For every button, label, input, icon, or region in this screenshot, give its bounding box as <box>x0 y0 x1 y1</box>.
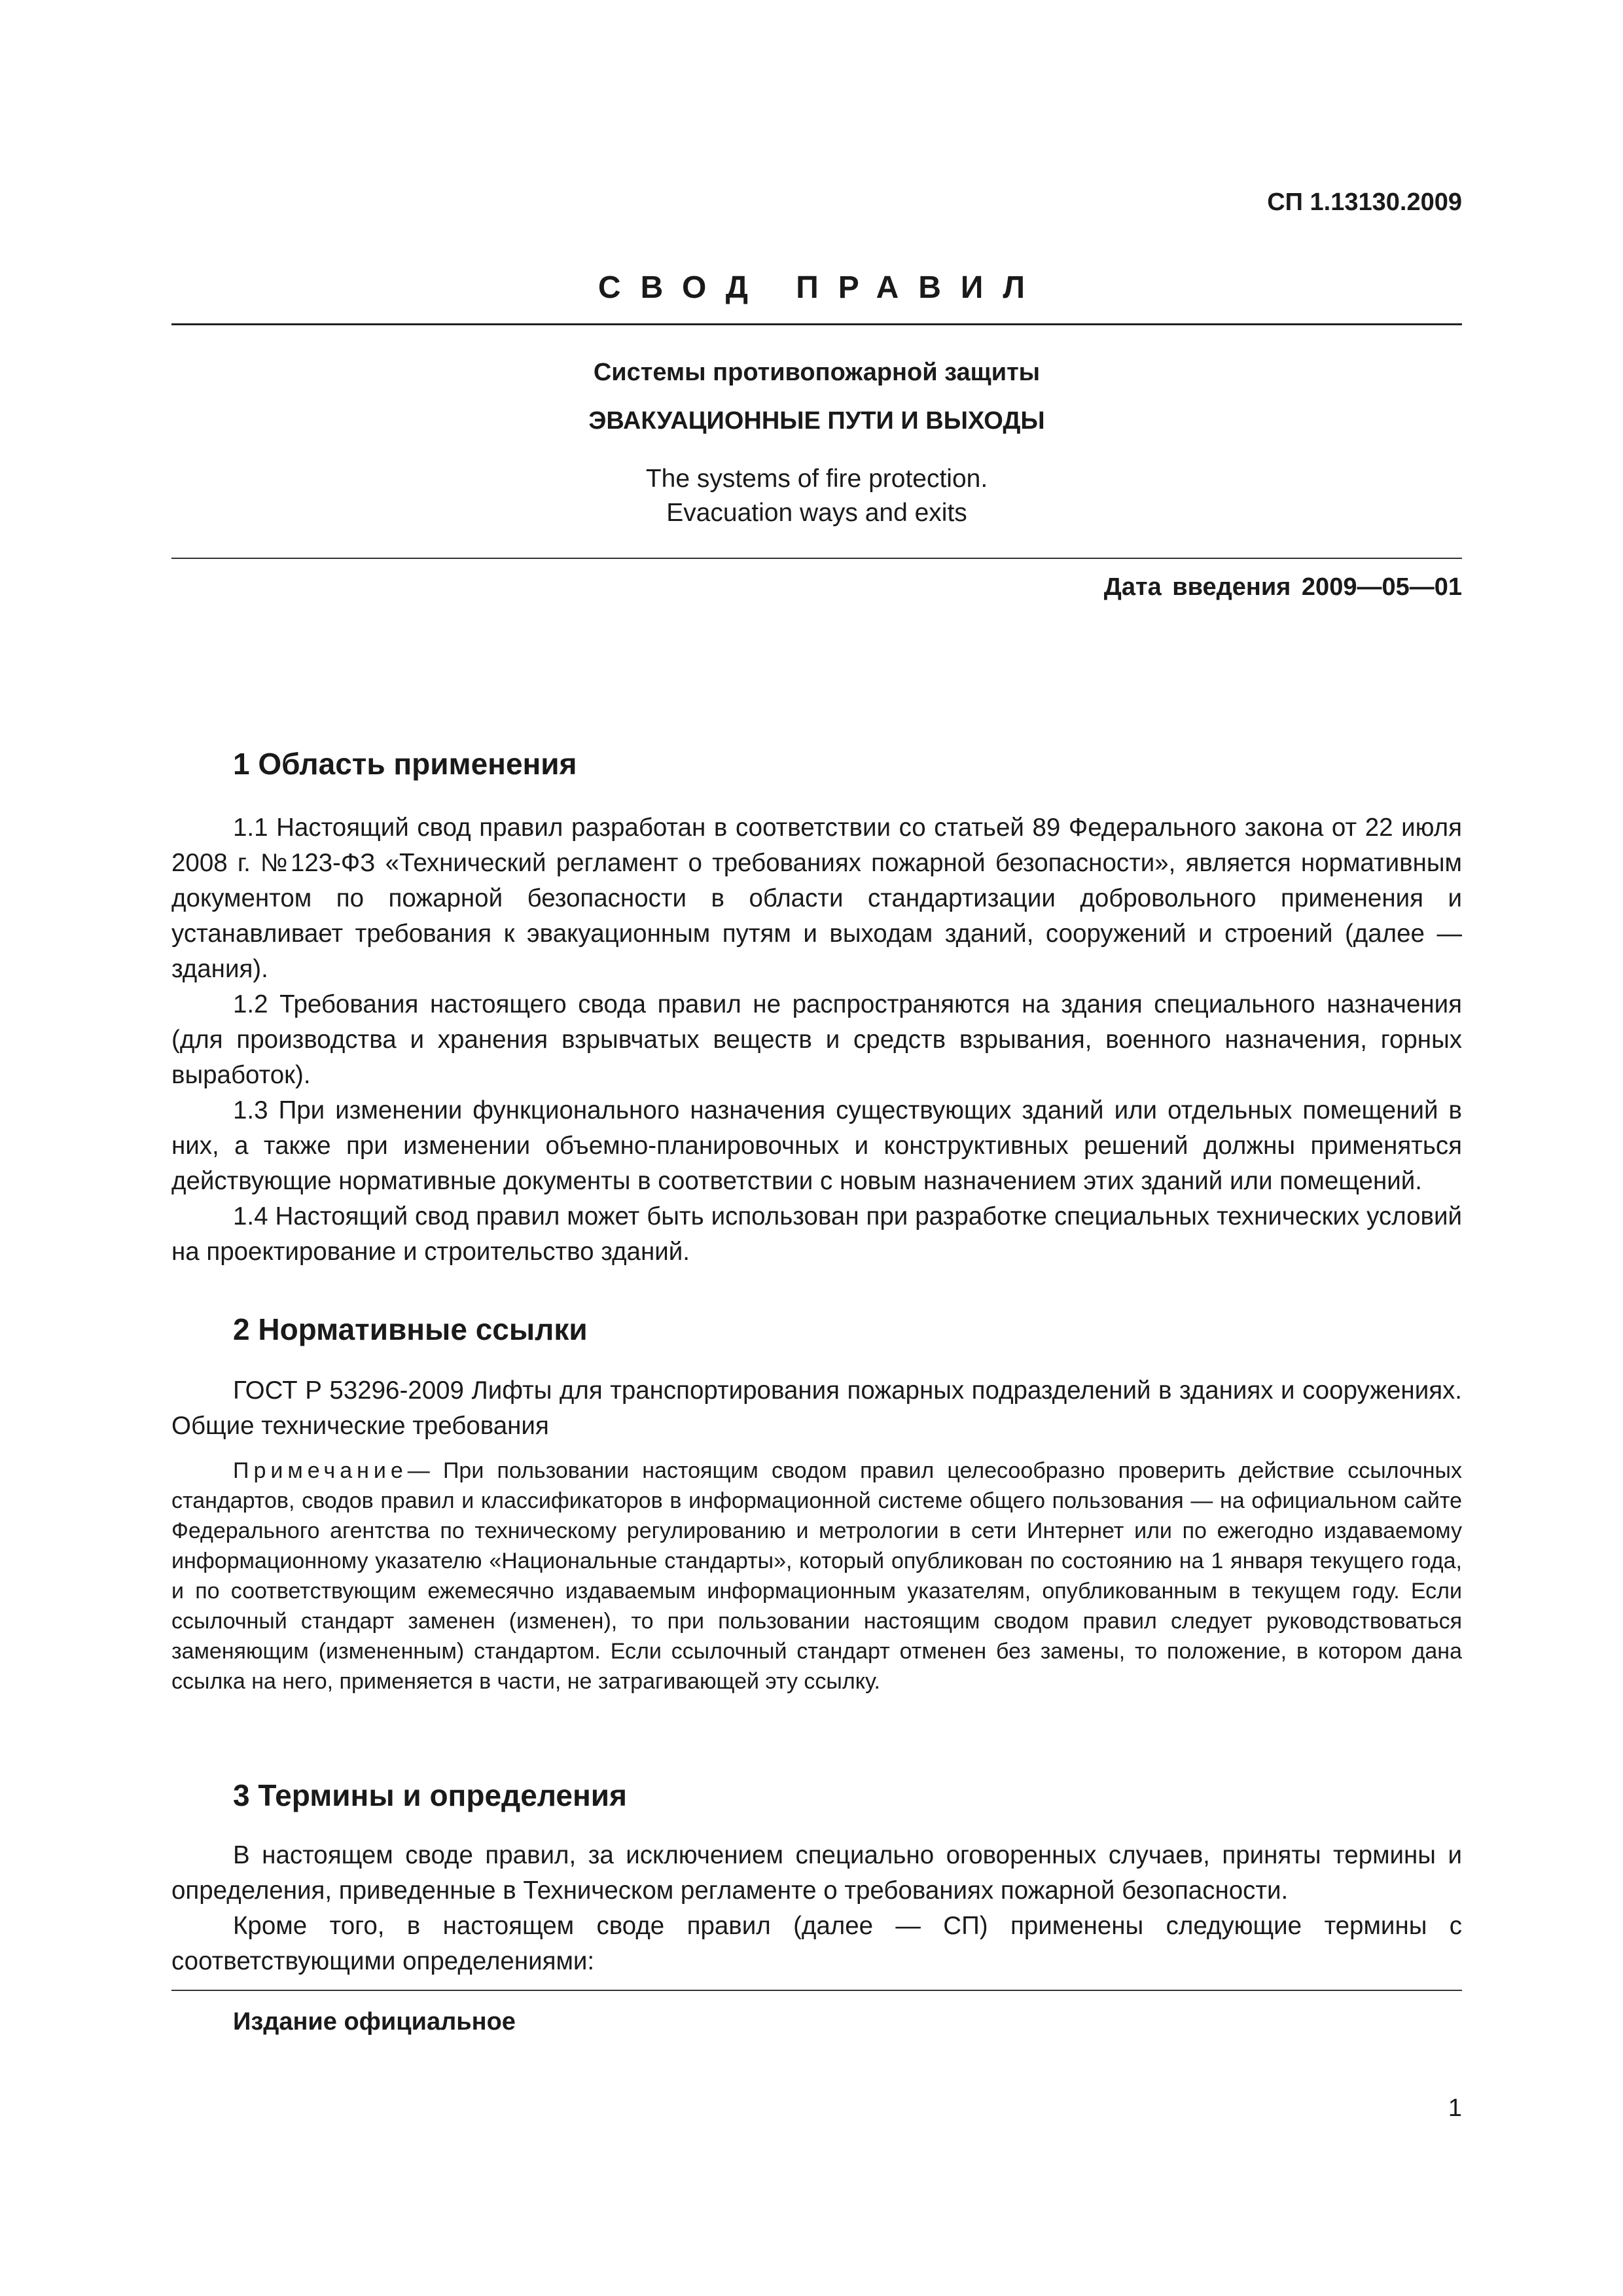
title-en-line2: Evacuation ways and exits <box>666 499 967 527</box>
footer-rule <box>171 1990 1462 1991</box>
date-label: Дата введения <box>1103 573 1291 601</box>
paragraph-3-2: Кроме того, в настоящем своде правил (далее — СП) применены следующие термины с соответствующими определениями: <box>171 1912 1462 1975</box>
paragraph-1-3: 1.3 При изменении функционального назначения существующих зданий или отдельных помещений в них, а также при изменении объемно-планировочных и конструктивных решений должны применяться действующие нормативные документы в соответствии с новым назначением этих зданий или помещений. <box>171 1096 1462 1195</box>
paragraph-1-2: 1.2 Требования настоящего свода правил не распространяются на здания специального назначения (для производства и хранения взрывчатых веществ и средств взрывания, военного назначения, горных выработок). <box>171 990 1462 1089</box>
section-2-heading: 2 Нормативные ссылки <box>233 1312 588 1346</box>
title-rule <box>171 558 1462 559</box>
paragraph-1-4: 1.4 Настоящий свод правил может быть использован при разработке специальных технических условий на проектирование и строительство зданий. <box>171 1202 1462 1266</box>
document-subtitle: Системы противопожарной защиты <box>593 359 1041 386</box>
document-title-english <box>171 462 1462 530</box>
section-2-note <box>171 1456 1462 1696</box>
top-rule <box>171 323 1462 325</box>
document-code: СП 1.13130.2009 <box>1267 188 1462 216</box>
date-value: 2009—05—01 <box>1301 573 1462 601</box>
introduction-date <box>1104 573 1462 601</box>
section-1-heading: 1 Область применения <box>233 747 577 781</box>
document-title: ЭВАКУАЦИОННЫЕ ПУТИ И ВЫХОДЫ <box>588 407 1045 435</box>
document-type: СВОД ПРАВИЛ <box>597 270 1045 305</box>
note-label: Примечание <box>233 1458 408 1483</box>
paragraph-1-1: 1.1 Настоящий свод правил разработан в соответствии со статьей 89 Федерального закона от 22 июля 2008 г. №123-ФЗ «Технический регламент о требованиях пожарной безопасности», является нормативным документом по пожарной безопасности в области стандартизации добровольного применения и устанавливает требования к эвакуационным путям и выходам зданий, сооружений и строений (далее — здания). <box>171 814 1462 983</box>
normative-reference: ГОСТ Р 53296-2009 Лифты для транспортирования пожарных подразделений в зданиях и сооружениях. Общие технические требования <box>171 1376 1462 1440</box>
section-1-body <box>171 810 1462 1270</box>
page-number: 1 <box>1448 2094 1462 2122</box>
section-3-body <box>171 1838 1462 1979</box>
note-text: — При пользовании настоящим сводом правил целесообразно проверить действие ссылочных стандартов, сводов правил и классификаторов в информационной системе общего пользования — на официальном сайте Федерального агентства по техническому регулированию и метрологии в сети Интернет или по ежегодно издаваемому информационному указателю «Национальные стандарты», который опубликован по состоянию на 1 января текущего года, и по соответствующим ежемесячно издаваемым информационным указателям, опубликованным в текущем году. Если ссылочный стандарт заменен (изменен), то при пользовании настоящим сводом правил следует руководствоваться заменяющим (измененным) стандартом. Если ссылочный стандарт отменен без замены, то положение, в котором дана ссылка на него, применяется в части, не затрагивающей эту ссылку. <box>171 1458 1462 1694</box>
paragraph-3-1: В настоящем своде правил, за исключением специально оговоренных случаев, приняты термины и определения, приведенные в Техническом регламенте о требованиях пожарной безопасности. <box>171 1841 1462 1905</box>
title-en-line1: The systems of fire protection. <box>645 465 988 493</box>
section-3-heading: 3 Термины и определения <box>233 1778 627 1812</box>
section-2-body <box>171 1373 1462 1444</box>
edition-label: Издание официальное <box>233 2008 516 2036</box>
